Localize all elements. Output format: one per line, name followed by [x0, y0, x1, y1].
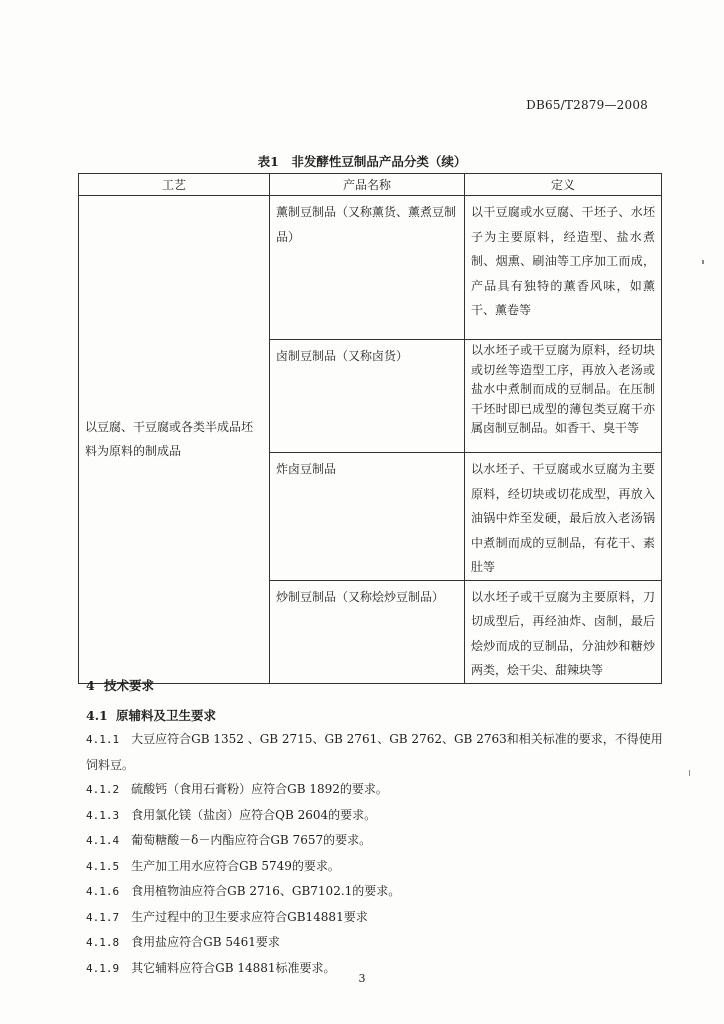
item-text: 食用植物油应符合GB 2716、GB7102.1的要求。	[131, 884, 401, 898]
item-text: 大豆应符合GB 1352 、GB 2715、GB 2761、GB 2762、GB 2763和相关标准的要求，不得使用饲料豆。	[86, 732, 663, 772]
table-title: 表1 非发酵性豆制品产品分类（续）	[257, 154, 467, 169]
item-number: 4.1.9	[86, 961, 120, 975]
item-number: 4.1.6	[86, 885, 120, 898]
item-text: 生产加工用水应符合GB 5749的要求。	[131, 858, 340, 873]
list-item	[86, 803, 664, 829]
scan-speck	[702, 260, 704, 264]
item-text: 硫酸钙（食用石膏粉）应符合GB 1892的要求。	[131, 782, 388, 796]
item-text: 食用盐应符合GB 5461要求	[131, 935, 280, 949]
section-number: 4	[86, 678, 95, 693]
item-text: 食用氯化镁（盐卤）应符合QB 2604的要求。	[131, 807, 377, 822]
scan-speck	[689, 770, 690, 776]
item-number: 4.1.4	[86, 834, 120, 847]
definition-cell: 以水坯子、干豆腐或水豆腐为主要原料，经切块或切花成型，再放入油锅中炸至发硬，最后放入老汤锅中煮制而成的豆制品，有花干、素肚等	[465, 453, 662, 581]
product-name-cell: 炒制豆制品（又称烩炒豆制品）	[270, 580, 465, 683]
column-header-definition: 定义	[465, 174, 662, 196]
product-name-cell: 炸卤豆制品	[270, 453, 465, 581]
list-item	[86, 905, 664, 931]
list-item	[86, 828, 664, 854]
item-number: 4.1.8	[86, 936, 120, 949]
standard-number: DB65/T2879—2008	[526, 98, 648, 112]
section-title: 原辅料及卫生要求	[116, 708, 217, 723]
section-title: 技术要求	[104, 678, 155, 693]
section-heading-4	[86, 676, 154, 694]
process-cell: 以豆腐、干豆腐或各类半成品坯料为原料的制成品	[79, 196, 270, 684]
item-number: 4.1.1	[86, 733, 120, 746]
item-text: 生产过程中的卫生要求应符合GB14881要求	[131, 909, 368, 924]
item-number: 4.1.7	[86, 910, 120, 924]
page-number: 3	[358, 972, 366, 985]
column-header-product-name: 产品名称	[270, 174, 465, 196]
item-number: 4.1.5	[86, 859, 120, 873]
item-text: 其它辅料应符合GB 14881标准要求。	[131, 960, 336, 975]
product-name-cell: 薰制豆制品（又称薰货、薰煮豆制品）	[270, 196, 465, 340]
product-classification-table	[78, 173, 662, 684]
requirements-list	[86, 727, 664, 981]
item-number: 4.1.2	[86, 783, 120, 796]
definition-cell: 以水坯子或干豆腐为主要原料，刀切成型后，再经油炸、卤制，最后烩炒而成的豆制品，分油炒和糖炒两类，烩干尖、甜辣块等	[465, 580, 662, 683]
table-header-row	[79, 174, 662, 196]
table-row	[79, 196, 662, 340]
definition-cell: 以干豆腐或水豆腐、干坯子、水坯子为主要原料，经造型、盐水煮制、烟熏、刷油等工序加工而成，产品具有独特的薰香风味，如薰干、薰卷等	[465, 196, 662, 340]
list-item	[86, 930, 664, 956]
section-number: 4.1	[86, 708, 108, 723]
list-item	[86, 879, 664, 905]
list-item	[86, 777, 664, 803]
section-heading-4-1	[86, 706, 216, 724]
item-text: 葡萄糖酸－δ－内酯应符合GB 7657的要求。	[131, 833, 372, 847]
column-header-process: 工艺	[79, 174, 270, 196]
definition-cell: 以水坯子或干豆腐为原料，经切块或切丝等造型工序，再放入老汤或盐水中煮制而成的豆制品。在压制干坯时即已成型的薄包类豆腐干亦属卤制豆制品。如香干、臭干等	[465, 340, 662, 453]
list-item	[86, 854, 664, 880]
product-name-cell: 卤制豆制品（又称卤货）	[270, 340, 465, 453]
list-item	[86, 727, 664, 777]
item-number: 4.1.3	[86, 808, 120, 822]
